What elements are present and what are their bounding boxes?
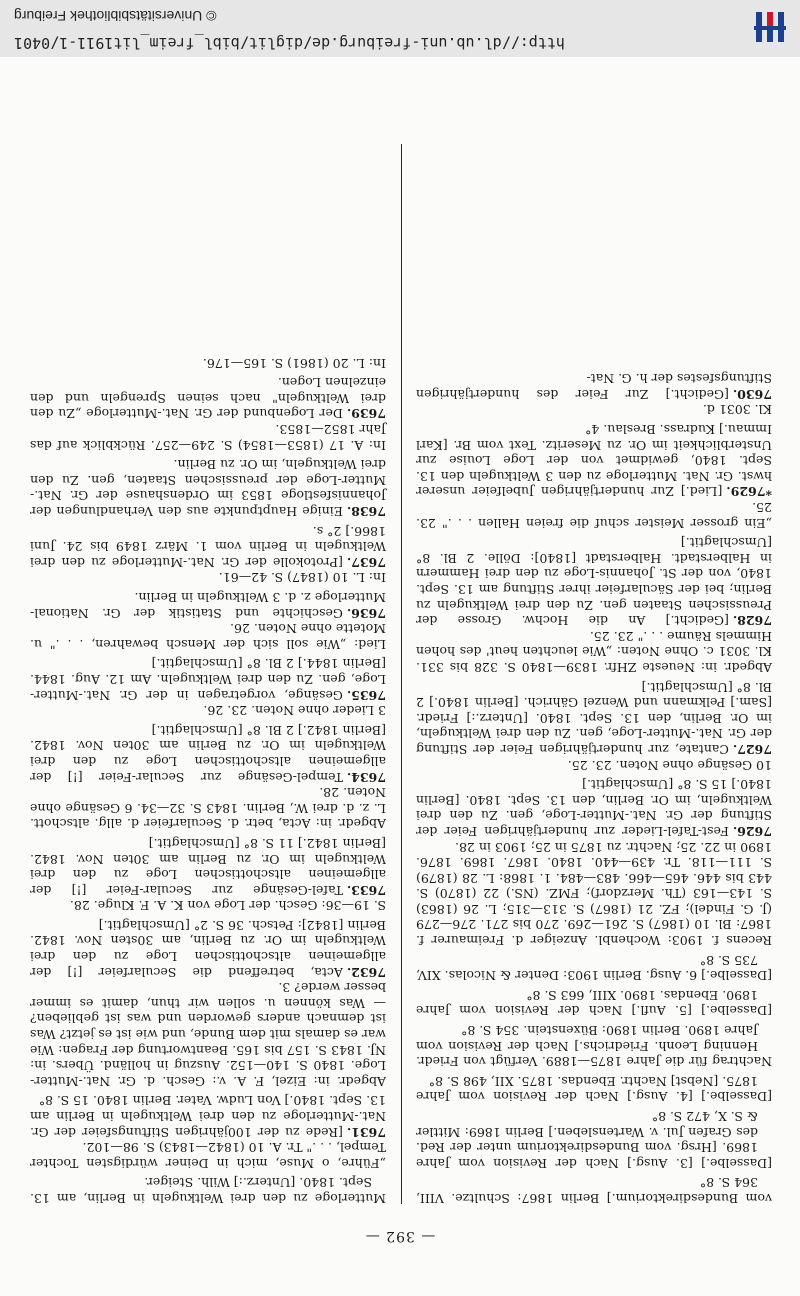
entry-number: 7632. [346, 964, 386, 980]
entry-note: Abgedr. in: Acta, betr. d. Secularfeier d. allg. altschott. L. z. d. drei W., Berlin. 1843 S. 32—34. 6 Gesänge ohne Noten. 28. [30, 785, 386, 832]
ub-freiburg-logo-icon [752, 8, 788, 48]
entry-note: In: A. 17 (1853—1854) S. 249—257. Rückblick auf das Jahr 1852—1853. [30, 422, 386, 453]
continuation-text: [Dasselbe.] [3. Ausg.] Nach der Revision vom Jahre 1869. [Hrsg. vom Bundesdirektorium unter der Red. des Grafen Jul. v. Wartensleben.] Berlin 1869: Mittler & S. X, 472 S. 8° [416, 1109, 772, 1171]
entry-note: 10 Gesänge ohne Noten. 23. 25. [567, 757, 772, 773]
left-column [416, 367, 772, 1206]
entry-number: 7634. [346, 769, 386, 785]
bibliography-entry [30, 835, 386, 897]
entry-text: [Gedicht.] An die Hochw. Grosse der Preussischen Staaten gen. Zu den drei Weltkugeln zu Berlin; bei der Säcularfeier ihrer Stiftung am 13. Sept. 1840, von der St. Johannis-Loge zu den drei Hammern in Halberstadt. Halberstadt [1840]: Dölle. 2 Bl. 8° [Umschlagtit.] [416, 535, 772, 629]
logo-mark [752, 8, 788, 48]
continuation-text: vom Bundesdirektorium.] Berlin 1867: Schultze. VIII, 364 S. 8° [416, 1175, 772, 1206]
continuation-text: Mutterloge zu den drei Weltkugeln in Berlin, am 13. Sept. 1840. [Unterz.:] Wilh. Steiger. [30, 1175, 386, 1206]
bibliography-entry [416, 777, 772, 839]
entry-note: S. 19—36: Gesch. der Loge von K. A. F. Kluge. 28. [69, 898, 386, 914]
bibliography-entry [30, 457, 386, 519]
scanned-page [0, 57, 800, 1296]
entry-text: Fest-Tafel-Lieder zur hundertjährigen Feier der Stiftung der Gr. Nat.-Mutter-Loge, gen. Zu den drei Weltkugeln, im Or. Berlin, den 13. Sept. 1840. [Berlin 1840.] 15 S. 8° [Umschlagtit.] [416, 777, 772, 839]
page-number: — 392 — [364, 1228, 436, 1244]
continuation-text: [Dasselbe.] [5. Aufl.] Nach der Revision vom Jahre 1890. Ebendas. 1890. XIII, 663 S. 8° [416, 987, 772, 1019]
entry-text: [Gedicht.] Zur Feier des hundertjährigen Stiftungsfestes der h. G. Nat- [416, 371, 772, 402]
bibliography-entry [416, 371, 772, 402]
continuation-text: [Dasselbe.] 6. Ausg. Berlin 1903: Denter & Nicolas. XIV, 735 S. 8° [416, 952, 772, 984]
bibliography-entry [416, 422, 772, 500]
bibliography-entry [30, 656, 386, 703]
scanned-page-area[interactable] [0, 57, 800, 1296]
bibliography-entry [30, 1093, 386, 1140]
entry-number: 7636. [346, 605, 386, 621]
continuation-text: Nachtrag für die Jahre 1875—1889. Verfügt von Friedr. Henning Leonh. Friedrichs.] Nach der Revision vom Jahre 1890. Berlin 1890: Büxenstein. 354 S. 8° [416, 1023, 772, 1070]
bibliography-entry [30, 589, 386, 620]
entry-text: Gesänge, vorgetragen in der Gr. Nat.-Mutter-Loge, gen. Zu den drei Weltkugeln. Am 12. Aug. 1844. [Berlin 1844.] 2 Bl. 8° [Umschlagtit.] [30, 656, 386, 703]
entry-text: Tafel-Gesänge zur Secular-Feier [!] der allgemeinen altschottischen Loge zu den drei Weltkugeln im Or. zu Berlin am 30ten Nov. 1842. [Berlin 1842.] 11 S. 8° [Umschlagtit.] [30, 835, 386, 898]
entry-note: In: L. 10 (1847) S. 42—61. [218, 570, 386, 586]
entry-note: 3 Lieder ohne Noten. 23. 26. [203, 703, 386, 719]
right-column [30, 355, 386, 1206]
source-url[interactable]: http://dl.ub.uni-freiburg.de/diglit/bibl_freim_lit1911-1/0401 [14, 34, 565, 52]
entry-text: [Lied.] Zur hundertjährigen Jubelfeier unserer hwst. Gr. Nat. Mutterloge zu den 3 Weltkugeln den 13. Sept. 1840, gewidmet von der Loge Louise zur Unsterblichkeit im Or. zu Meseritz. Text vom Br. [Karl Immau.] Kudrass. Breslau. 4° [416, 422, 772, 500]
entry-note: Abgedr. in: Neueste ZHfr. 1839—1840 S. 328 bis 331. Kl. 3031 c. Ohne Noten: „Wie leuchten heut' des hohen Himmels Räume . . ." 23. 25. [416, 628, 772, 675]
entry-number: 7627. [732, 741, 772, 757]
entry-note: In: L. 20 (1861) S. 165—176. [202, 355, 386, 371]
entry-text: Einige Hauptpunkte aus den Verhandlungen der Johannisfestloge 1853 im Ordenshause der Gr. Nat.-Mutter-Loge der preussischen Staaten, gen. Zu den drei Weltkugeln, im Or. zu Berlin. [30, 457, 386, 520]
entry-text: [Rede zu der 100jährigen Stiftungsfeier der Gr. Nat.-Mutterloge zu den drei Weltkugeln in Berlin am 13. Sept. 1840.] Von Ludw. Vater. Berlin 1840. 15 S. 8° [30, 1093, 386, 1140]
entry-text: [Protokolle der Gr. Nat.-Mutterloge zu den drei Weltkugeln in Berlin vom 1. März 1849 bis 24. Juni 1866.] 2° s. [30, 523, 386, 570]
bibliography-entry [416, 535, 772, 629]
bibliography-entry [30, 375, 386, 422]
entry-number: *7629. [726, 484, 772, 500]
bibliography-entry [416, 679, 772, 757]
entry-note: Abgedr. in: Eizel, F. A. v.: Gesch. d. Gr. Nat.-Mutter-Loge. 1840 S. 140—152. Auszug in holländ. Übers. in: NJ. 1843 S. 157 bis 165. Beantwortung der Fragen: Wie war es damals mit dem Bunde, und wie ist es jetzt? Was ist demnach anders geworden und was ist geblieben? — Was können u. sollen wir thun, damit es immer besser werde? 3. [30, 980, 386, 1089]
entry-text: Acta, betreffend die Secularfeier [!] der allgemeinen altschottischen Loge zu den drei Weltkugeln im Or. zu Berlin, am 30sten Nov. 1842. Berlin [1842]: Petsch. 36 S. 2° [Umschlagtit.] [30, 917, 386, 980]
entry-number: 7633. [346, 882, 386, 898]
entry-text: Cantate, zur hundertjährigen Feier der Stiftung der Gr. Nat.-Mutter-Loge, gen. Zu den drei Weltkugeln, im Or. Berlin, den 13. Sept. 1840. [Unterz.:] Friedr. [Sam.] Pelkmann und Wenzel Gährich. [Berlin 1840.] 2 Bl. 8° [Umschlagtit.] [416, 679, 772, 757]
column-divider [401, 144, 402, 1204]
entry-number: 7631. [346, 1124, 386, 1140]
entry-text: Geschichte und Statistik der Gr. National-Mutterloge z. d. 3 Weltkugeln in Berlin. [30, 590, 386, 621]
entry-note: Lied: „Wie soll sich der Mensch bewahren, . . ." u. Motette ohne Noten. 26. [30, 621, 386, 652]
entry-note: Kl. 3031 d. [702, 402, 772, 418]
bibliography-entry [30, 523, 386, 570]
bibliography-entry [30, 722, 386, 784]
entry-text: Der Logenbund der Gr. Nat.-Mutterloge „Zu den drei Weltkugeln" nach seinen Sprengeln und den einzelnen Logen. [30, 375, 386, 422]
viewer-header [0, 0, 800, 58]
copyright-text: © Universitätsbibliothek Freiburg [14, 8, 217, 24]
entry-number: 7638. [346, 504, 386, 520]
entry-note: „Ein grosser Meister schuf die freien Hallen . . ." 23. 25. [416, 500, 772, 531]
entry-text: Tempel-Gesänge zur Secular-Feier [!] der allgemeinen altschottischen Loge zu den drei Weltkugeln im Or. zu Berlin am 30ten Nov. 1842. [Berlin 1842.] 2 Bl. 8° [Umschlagtit.] [30, 722, 386, 785]
entry-number: 7637. [346, 554, 386, 570]
entry-number: 7630. [732, 386, 772, 402]
entry-note: Recens f. 1903: Wochenbl. Anzeiger d. Freimaurer f. 1867: Bl. 10 (1867) S. 261—269. 270 bis 271. 276—279 (J. G. Findel); FZ. 21 (1867) S. 313—315; L. 26 (1863) S. 143—163 (Th. Merzdorf); FMZ. (NS.) 22 (1870) S. 443 bis 446. 465—466. 483—484. 1. 1868: L. 28 (1879) S. 111—118. Tr. 439—440. 1840. 1867. 1869. 1876. 1890 in 22. 25; Nachtr. zu 1875 in 25; 1903 in 28. [416, 839, 772, 949]
entry-number: 7626. [732, 823, 772, 839]
continuation-text: [Dasselbe.] [4. Ausg.] Nach der Revision vom Jahre 1875. [Nebst] Nachtr. Ebendas. 1875. XII, 498 S. 8° [416, 1073, 772, 1105]
entry-number: 7635. [346, 687, 386, 703]
entry-number: 7628. [732, 613, 772, 629]
entry-number: 7639. [346, 406, 386, 422]
bibliography-entry [30, 917, 386, 979]
entry-note: „Führe, o Muse, mich in Deiner würdigsten Tochter Tempel, . . ." Tr. A. 10 (1842—1843) S. 98—102. [30, 1140, 386, 1171]
